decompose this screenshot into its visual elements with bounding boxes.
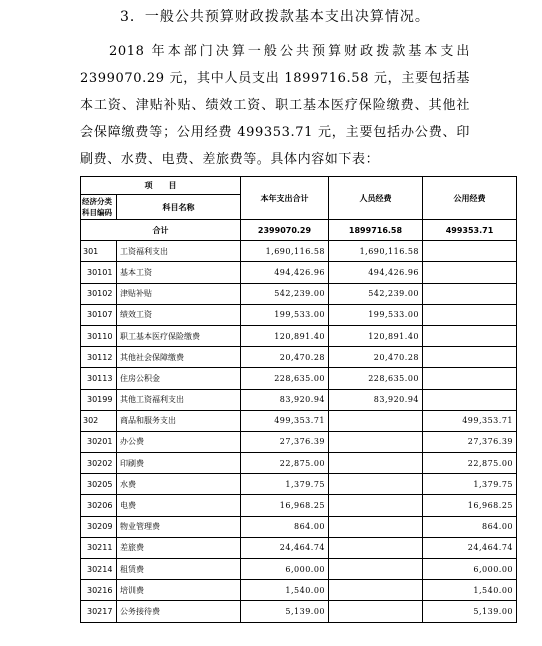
row-public: 16,968.25 bbox=[423, 495, 517, 516]
row-personnel: 228,635.00 bbox=[329, 368, 423, 389]
row-total: 1,379.75 bbox=[241, 474, 329, 495]
row-code: 301 bbox=[81, 241, 117, 262]
row-code: 30214 bbox=[81, 559, 117, 580]
row-total: 16,968.25 bbox=[241, 495, 329, 516]
row-total: 1,690,116.58 bbox=[241, 241, 329, 262]
row-total: 120,891.40 bbox=[241, 325, 329, 346]
total-personnel: 1899716.58 bbox=[329, 220, 423, 241]
table-row bbox=[81, 262, 517, 283]
row-code: 30107 bbox=[81, 304, 117, 325]
row-personnel bbox=[329, 516, 423, 537]
row-public bbox=[423, 262, 517, 283]
total-label: 合计 bbox=[81, 220, 241, 241]
header-item: 项 目 bbox=[81, 177, 241, 195]
row-subject-name: 租赁费 bbox=[117, 559, 241, 580]
row-personnel bbox=[329, 580, 423, 601]
row-total: 27,376.39 bbox=[241, 431, 329, 452]
row-code: 30205 bbox=[81, 474, 117, 495]
table-row bbox=[81, 537, 517, 558]
row-public: 1,379.75 bbox=[423, 474, 517, 495]
row-public bbox=[423, 241, 517, 262]
row-code: 30209 bbox=[81, 516, 117, 537]
row-public bbox=[423, 368, 517, 389]
row-personnel bbox=[329, 453, 423, 474]
row-public: 27,376.39 bbox=[423, 431, 517, 452]
row-total: 6,000.00 bbox=[241, 559, 329, 580]
row-subject-name: 绩效工资 bbox=[117, 304, 241, 325]
row-code: 30217 bbox=[81, 601, 117, 622]
row-subject-name: 培训费 bbox=[117, 580, 241, 601]
total-row bbox=[81, 220, 517, 241]
table-row bbox=[81, 453, 517, 474]
table-row bbox=[81, 368, 517, 389]
expenditure-table bbox=[80, 176, 517, 623]
row-public: 6,000.00 bbox=[423, 559, 517, 580]
row-subject-name: 差旅费 bbox=[117, 537, 241, 558]
header-personnel: 人员经费 bbox=[329, 177, 423, 220]
table-row bbox=[81, 580, 517, 601]
row-code: 30211 bbox=[81, 537, 117, 558]
header-subject-name: 科目名称 bbox=[117, 195, 241, 220]
row-public: 1,540.00 bbox=[423, 580, 517, 601]
row-subject-name: 基本工资 bbox=[117, 262, 241, 283]
row-personnel: 494,426.96 bbox=[329, 262, 423, 283]
total-sum: 2399070.29 bbox=[241, 220, 329, 241]
table-row bbox=[81, 410, 517, 431]
row-code: 30101 bbox=[81, 262, 117, 283]
row-public bbox=[423, 325, 517, 346]
row-total: 24,464.74 bbox=[241, 537, 329, 558]
row-total: 1,540.00 bbox=[241, 580, 329, 601]
row-total: 499,353.71 bbox=[241, 410, 329, 431]
row-subject-name: 其他工资福利支出 bbox=[117, 389, 241, 410]
row-public bbox=[423, 283, 517, 304]
table-row bbox=[81, 283, 517, 304]
table-row bbox=[81, 347, 517, 368]
summary-paragraph: 2018 年本部门决算一般公共预算财政拨款基本支出 2399070.29 元，其中人员支出 1899716.58 元，主要包括基本工资、津贴补贴、绩效工资、职工基本医疗保险缴费、其他社会保障缴费等；公用经费 499353.71 元，主要包括办公费、印刷费、水费、电费、差旅费等。具体内容如下表： bbox=[80, 44, 470, 167]
row-subject-name: 物业管理费 bbox=[117, 516, 241, 537]
row-personnel: 83,920.94 bbox=[329, 389, 423, 410]
table-row bbox=[81, 389, 517, 410]
row-subject-name: 其他社会保障缴费 bbox=[117, 347, 241, 368]
row-personnel bbox=[329, 537, 423, 558]
row-subject-name: 印刷费 bbox=[117, 453, 241, 474]
row-public: 24,464.74 bbox=[423, 537, 517, 558]
table-row bbox=[81, 325, 517, 346]
total-public: 499353.71 bbox=[423, 220, 517, 241]
table-row bbox=[81, 304, 517, 325]
row-personnel: 542,239.00 bbox=[329, 283, 423, 304]
table-row bbox=[81, 559, 517, 580]
row-personnel: 1,690,116.58 bbox=[329, 241, 423, 262]
row-code: 30102 bbox=[81, 283, 117, 304]
row-subject-name: 工资福利支出 bbox=[117, 241, 241, 262]
row-public: 499,353.71 bbox=[423, 410, 517, 431]
header-public: 公用经费 bbox=[423, 177, 517, 220]
row-total: 20,470.28 bbox=[241, 347, 329, 368]
row-total: 542,239.00 bbox=[241, 283, 329, 304]
row-personnel bbox=[329, 410, 423, 431]
row-subject-name: 公务接待费 bbox=[117, 601, 241, 622]
table-row bbox=[81, 495, 517, 516]
table-row bbox=[81, 516, 517, 537]
header-total: 本年支出合计 bbox=[241, 177, 329, 220]
row-personnel bbox=[329, 431, 423, 452]
row-code: 30110 bbox=[81, 325, 117, 346]
row-subject-name: 电费 bbox=[117, 495, 241, 516]
row-personnel: 120,891.40 bbox=[329, 325, 423, 346]
row-personnel bbox=[329, 474, 423, 495]
row-total: 5,139.00 bbox=[241, 601, 329, 622]
table-row bbox=[81, 431, 517, 452]
table-row bbox=[81, 601, 517, 622]
row-personnel bbox=[329, 601, 423, 622]
row-personnel bbox=[329, 495, 423, 516]
row-personnel bbox=[329, 559, 423, 580]
row-total: 494,426.96 bbox=[241, 262, 329, 283]
table-row bbox=[81, 474, 517, 495]
row-public bbox=[423, 347, 517, 368]
row-personnel: 20,470.28 bbox=[329, 347, 423, 368]
row-public bbox=[423, 304, 517, 325]
row-code: 30199 bbox=[81, 389, 117, 410]
row-code: 302 bbox=[81, 410, 117, 431]
row-code: 30201 bbox=[81, 431, 117, 452]
row-subject-name: 津贴补贴 bbox=[117, 283, 241, 304]
row-public: 22,875.00 bbox=[423, 453, 517, 474]
row-subject-name: 水费 bbox=[117, 474, 241, 495]
row-subject-name: 办公费 bbox=[117, 431, 241, 452]
row-total: 199,533.00 bbox=[241, 304, 329, 325]
header-class-code: 经济分类科目编码 bbox=[81, 195, 117, 220]
row-subject-name: 商品和服务支出 bbox=[117, 410, 241, 431]
row-code: 30113 bbox=[81, 368, 117, 389]
row-personnel: 199,533.00 bbox=[329, 304, 423, 325]
row-code: 30206 bbox=[81, 495, 117, 516]
row-subject-name: 职工基本医疗保险缴费 bbox=[117, 325, 241, 346]
row-total: 83,920.94 bbox=[241, 389, 329, 410]
row-total: 228,635.00 bbox=[241, 368, 329, 389]
row-subject-name: 住房公积金 bbox=[117, 368, 241, 389]
section-heading: 3．一般公共预算财政拨款基本支出决算情况。 bbox=[120, 9, 430, 25]
row-code: 30216 bbox=[81, 580, 117, 601]
row-total: 864.00 bbox=[241, 516, 329, 537]
row-code: 30112 bbox=[81, 347, 117, 368]
row-public bbox=[423, 389, 517, 410]
row-code: 30202 bbox=[81, 453, 117, 474]
row-public: 5,139.00 bbox=[423, 601, 517, 622]
table-row bbox=[81, 241, 517, 262]
row-total: 22,875.00 bbox=[241, 453, 329, 474]
row-public: 864.00 bbox=[423, 516, 517, 537]
